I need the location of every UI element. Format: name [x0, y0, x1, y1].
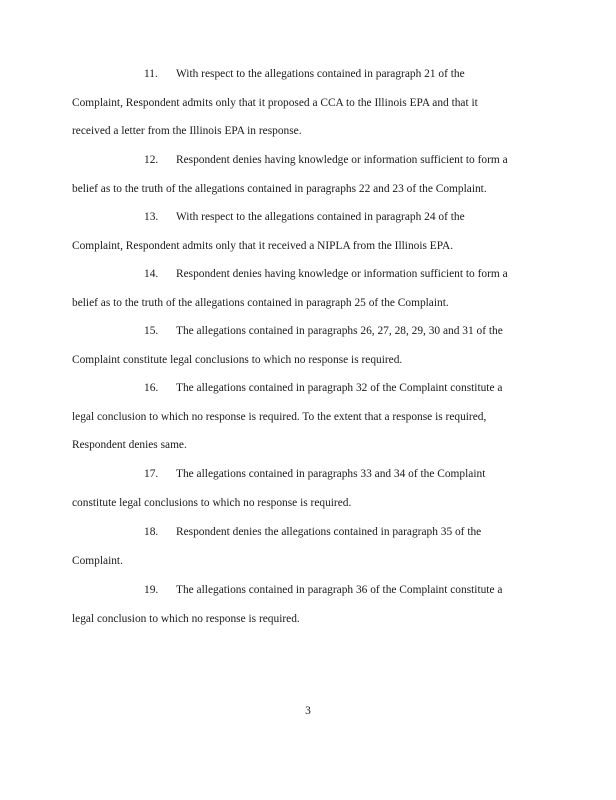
paragraph-line: belief as to the truth of the allegations contained in paragraph 25 of the Complaint.: [72, 296, 449, 309]
paragraph-text: With respect to the allegations contained in paragraph 21 of the: [176, 68, 465, 80]
paragraph-text: The allegations contained in paragraph 32 of the Complaint constitute a: [176, 382, 503, 394]
paragraph-14: [72, 260, 550, 317]
paragraph-number: 19.: [144, 584, 159, 596]
page-number: 3: [305, 705, 311, 717]
paragraph-first-line: [72, 518, 550, 547]
paragraph-text: Respondent denies having knowledge or information sufficient to form a: [176, 154, 508, 166]
paragraph-number: 14.: [144, 268, 159, 280]
paragraph-16: [72, 374, 550, 460]
paragraph-number: 11.: [144, 68, 158, 80]
paragraph-first-line: [72, 576, 550, 605]
paragraph-line: constitute legal conclusions to which no response is required.: [72, 496, 352, 509]
paragraph-text: Respondent denies having knowledge or information sufficient to form a: [176, 268, 508, 280]
paragraph-15: [72, 317, 550, 374]
paragraph-line: belief as to the truth of the allegations contained in paragraphs 22 and 23 of the Complaint.: [72, 182, 487, 195]
paragraph-first-line: [72, 203, 550, 232]
paragraph-13: [72, 203, 550, 260]
paragraph-line: Complaint, Respondent admits only that it received a NIPLA from the Illinois EPA.: [72, 239, 454, 252]
paragraph-17: [72, 460, 550, 517]
paragraph-number: 18.: [144, 526, 159, 538]
paragraph-11: [72, 60, 550, 146]
paragraph-text: The allegations contained in paragraphs 26, 27, 28, 29, 30 and 31 of the: [176, 325, 503, 337]
paragraph-number: 13.: [144, 211, 159, 223]
paragraph-text: The allegations contained in paragraph 36 of the Complaint constitute a: [176, 584, 503, 596]
paragraph-line: Respondent denies same.: [72, 439, 187, 451]
paragraph-number: 17.: [144, 468, 159, 480]
paragraph-number: 12.: [144, 154, 159, 166]
paragraph-19: [72, 576, 550, 633]
paragraph-18: [72, 518, 550, 575]
paragraph-line: Complaint constitute legal conclusions to which no response is required.: [72, 353, 403, 366]
paragraph-line: Complaint, Respondent admits only that it proposed a CCA to the Illinois EPA and that it: [72, 96, 478, 109]
paragraph-text: With respect to the allegations contained in paragraph 24 of the: [176, 211, 465, 223]
paragraph-12: [72, 146, 550, 203]
paragraph-first-line: [72, 60, 550, 89]
paragraph-first-line: [72, 317, 550, 346]
paragraph-line: legal conclusion to which no response is required.: [72, 612, 300, 625]
paragraph-line: legal conclusion to which no response is required. To the extent that a response is required,: [72, 410, 487, 423]
paragraph-first-line: [72, 146, 550, 175]
paragraph-number: 16.: [144, 382, 159, 394]
paragraph-line: received a letter from the Illinois EPA in response.: [72, 125, 302, 137]
paragraph-first-line: [72, 374, 550, 403]
paragraph-text: The allegations contained in paragraphs 33 and 34 of the Complaint: [176, 468, 486, 480]
paragraph-number: 15.: [144, 325, 159, 337]
paragraph-first-line: [72, 460, 550, 489]
paragraph-line: Complaint.: [72, 554, 123, 567]
paragraph-text: Respondent denies the allegations contained in paragraph 35 of the: [176, 526, 482, 538]
paragraph-first-line: [72, 260, 550, 289]
